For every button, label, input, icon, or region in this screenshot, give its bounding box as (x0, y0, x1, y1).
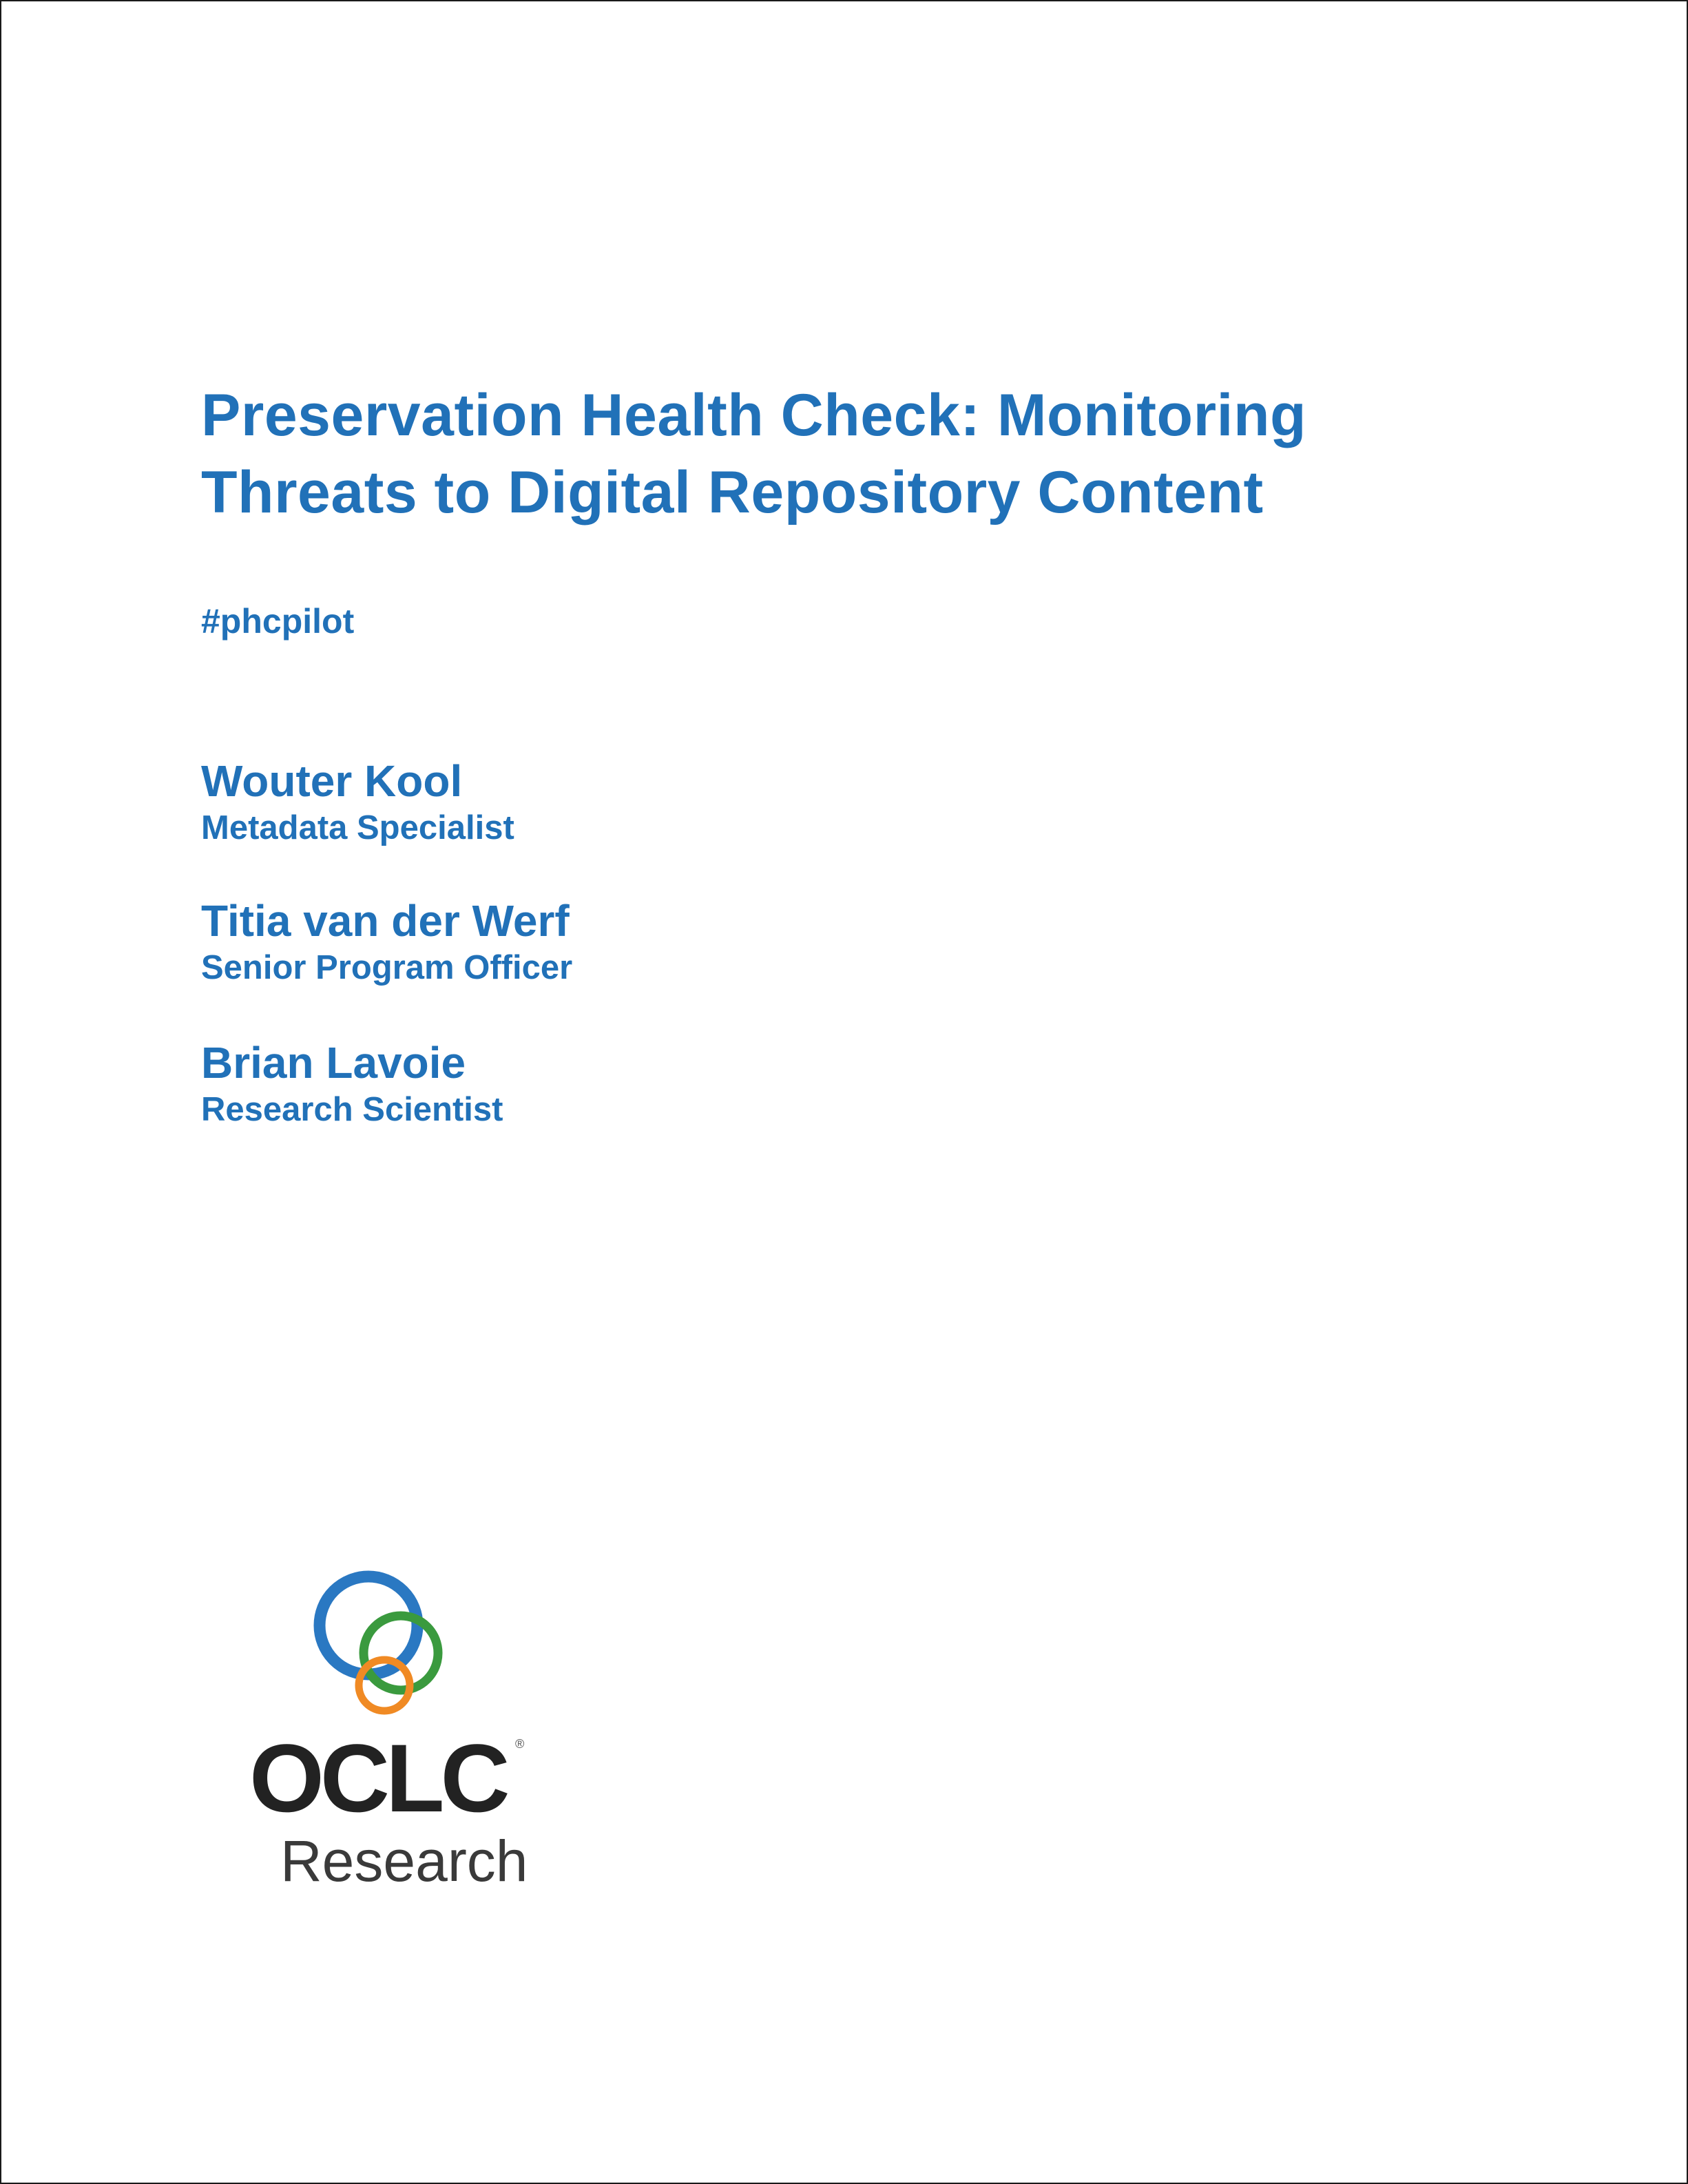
author-role: Research Scientist (201, 1091, 503, 1128)
oclc-research-logo (242, 1565, 532, 1893)
title-line-2: Threats to Digital Repository Content (201, 459, 1264, 526)
page-title (201, 377, 1510, 531)
registered-mark: ® (515, 1737, 525, 1751)
logo-wordmark: OCLC (249, 1724, 506, 1832)
author-role: Metadata Specialist (201, 809, 514, 846)
author-block (201, 895, 572, 988)
author-name: Titia van der Werf (201, 896, 570, 946)
hashtag: #phcpilot (201, 602, 355, 641)
logo-subtitle: Research (280, 1829, 528, 1893)
author-block (201, 1037, 503, 1130)
author-block (201, 755, 514, 849)
author-name: Brian Lavoie (201, 1038, 466, 1088)
title-line-1: Preservation Health Check: Monitoring (201, 382, 1307, 448)
author-role: Senior Program Officer (201, 949, 573, 986)
logo-rings-icon (242, 1565, 532, 1730)
author-name: Wouter Kool (201, 756, 463, 806)
